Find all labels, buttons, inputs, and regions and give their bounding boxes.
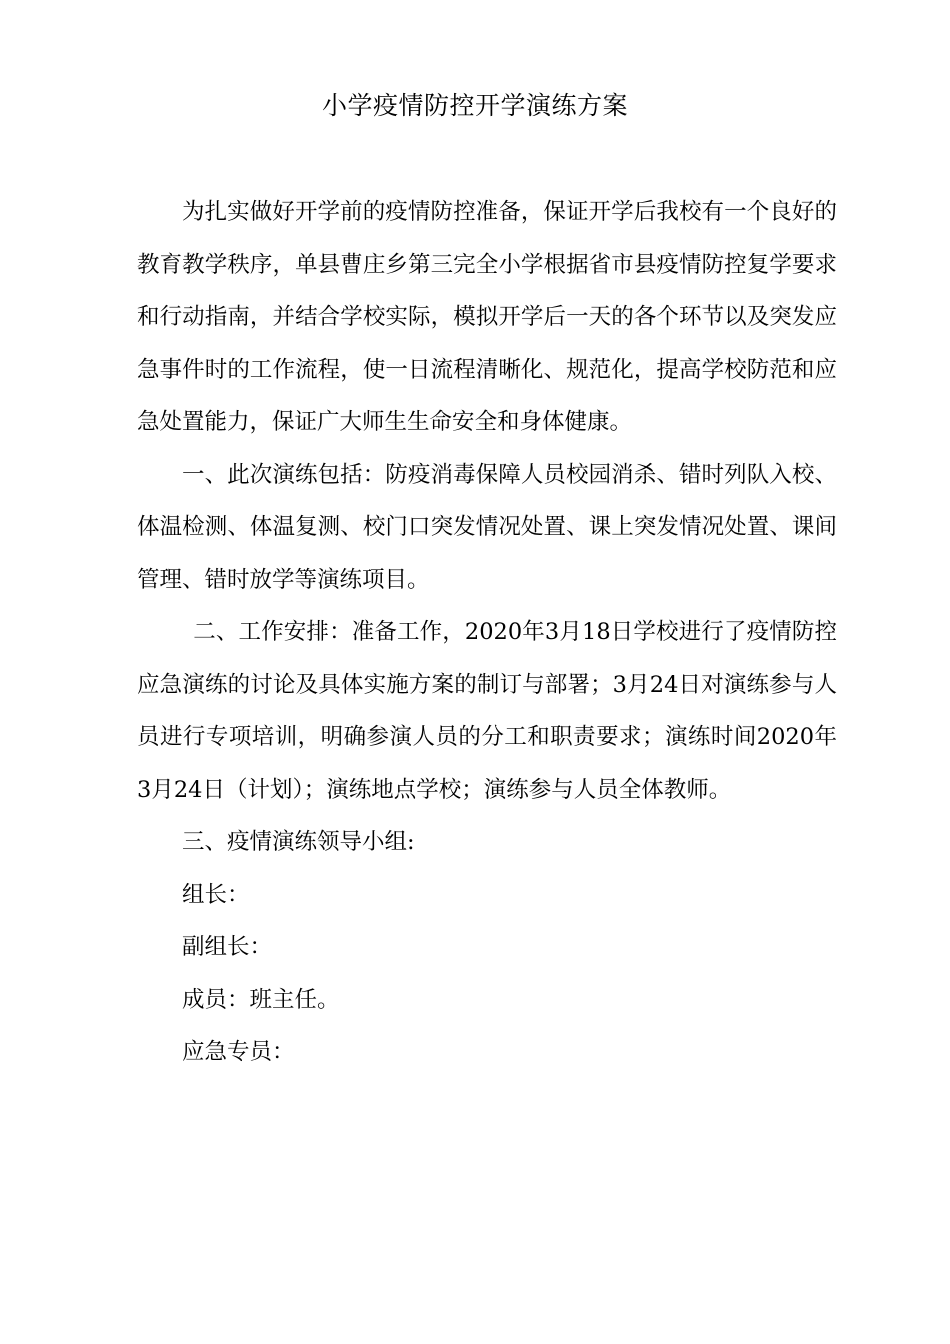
document-body	[137, 186, 837, 1079]
emergency-officer-line: 应急专员：	[182, 1039, 295, 1065]
intro-paragraph: 为扎实做好开学前的疫情防控准备，保证开学后我校有一个良好的教育教学秩序，单县曹庄乡第三完全小学根据省市县疫情防控复学要求和行动指南，并结合学校实际，模拟开学后一天的各个环节以及突发应急事件时的工作流程，使一日流程清晰化、规范化，提高学校防范和应急处置能力，保证广大师生生命安全和身体健康。	[137, 199, 837, 435]
section-three-heading: 三、疫情演练领导小组:	[182, 829, 415, 855]
section-two-paragraph: 二、工作安排：准备工作，2020年3月18日学校进行了疫情防控应急演练的讨论及具体实施方案的制订与部署；3月24日对演练参与人员进行专项培训，明确参演人员的分工和职责要求；演练时间2020年3月24日（计划）；演练地点学校；演练参与人员全体教师。	[137, 619, 837, 803]
members-line: 成员：班主任。	[182, 986, 340, 1013]
document-title: 小学疫情防控开学演练方案	[321, 91, 628, 120]
deputy-leader-line: 副组长：	[182, 934, 273, 960]
section-one-paragraph: 一、此次演练包括：防疫消毒保障人员校园消杀、错时列队入校、体温检测、体温复测、校门口突发情况处置、课上突发情况处置、课间管理、错时放学等演练项目。	[137, 461, 837, 593]
group-leader-line: 组长：	[182, 881, 250, 908]
